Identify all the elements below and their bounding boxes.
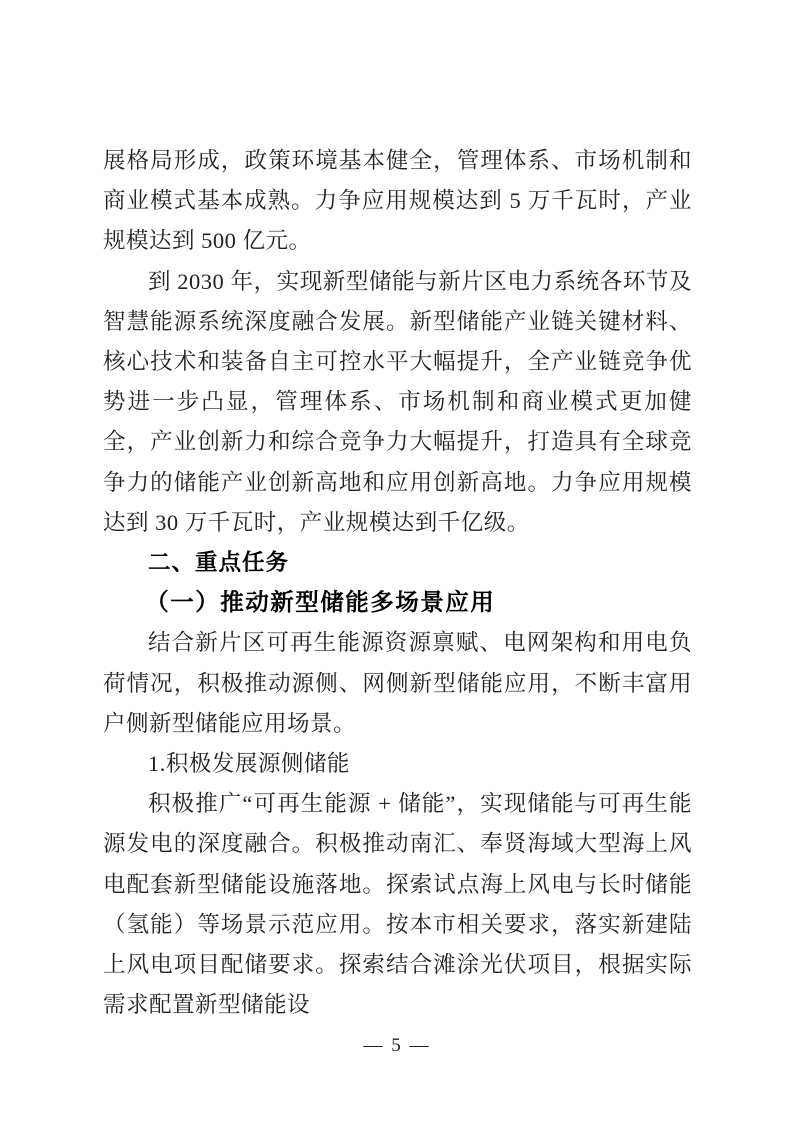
- section-heading-key-tasks: 二、重点任务: [148, 550, 290, 576]
- paragraph-goal-2025-continuation: 展格局形成，政策环境基本健全，管理体系、市场机制和商业模式基本成熟。力争应用规模达到 5 万千瓦时，产业规模达到 500 亿元。: [103, 148, 692, 254]
- item-heading-source-side-storage: 1.积极发展源侧储能: [148, 751, 350, 777]
- paragraph-source-side-detail: 积极推广“可再生能源 + 储能”，实现储能与可再生能源发电的深度融合。积极推动南汇、奉贤海域大型海上风电配套新型储能设施落地。探索试点海上风电与长时储能（氢能）等场景示范应用。按本市相关要求，落实新建陆上风电项目配储要求。探索结合滩涂光伏项目，根据实际需求配置新型储能设: [103, 791, 692, 1018]
- subsection-heading-multi-scenario: （一）推动新型储能多场景应用: [145, 590, 496, 617]
- document-body: [103, 141, 692, 1025]
- page-number: — 5 —: [363, 1035, 431, 1056]
- paragraph-application-scenarios: 结合新片区可再生能源资源禀赋、电网架构和用电负荷情况，积极推动源侧、网侧新型储能应用，不断丰富用户侧新型储能应用场景。: [103, 630, 692, 736]
- paragraph-goal-2030: 到 2030 年，实现新型储能与新片区电力系统各环节及智慧能源系统深度融合发展。新型储能产业链关键材料、核心技术和装备自主可控水平大幅提升，全产业链竞争优势进一步凸显，管理体系、市场机制和商业模式更加健全，产业创新力和综合竞争力大幅提升，打造具有全球竞争力的储能产业创新高地和应用创新高地。力争应用规模达到 30 万千瓦时，产业规模达到千亿级。: [103, 268, 692, 535]
